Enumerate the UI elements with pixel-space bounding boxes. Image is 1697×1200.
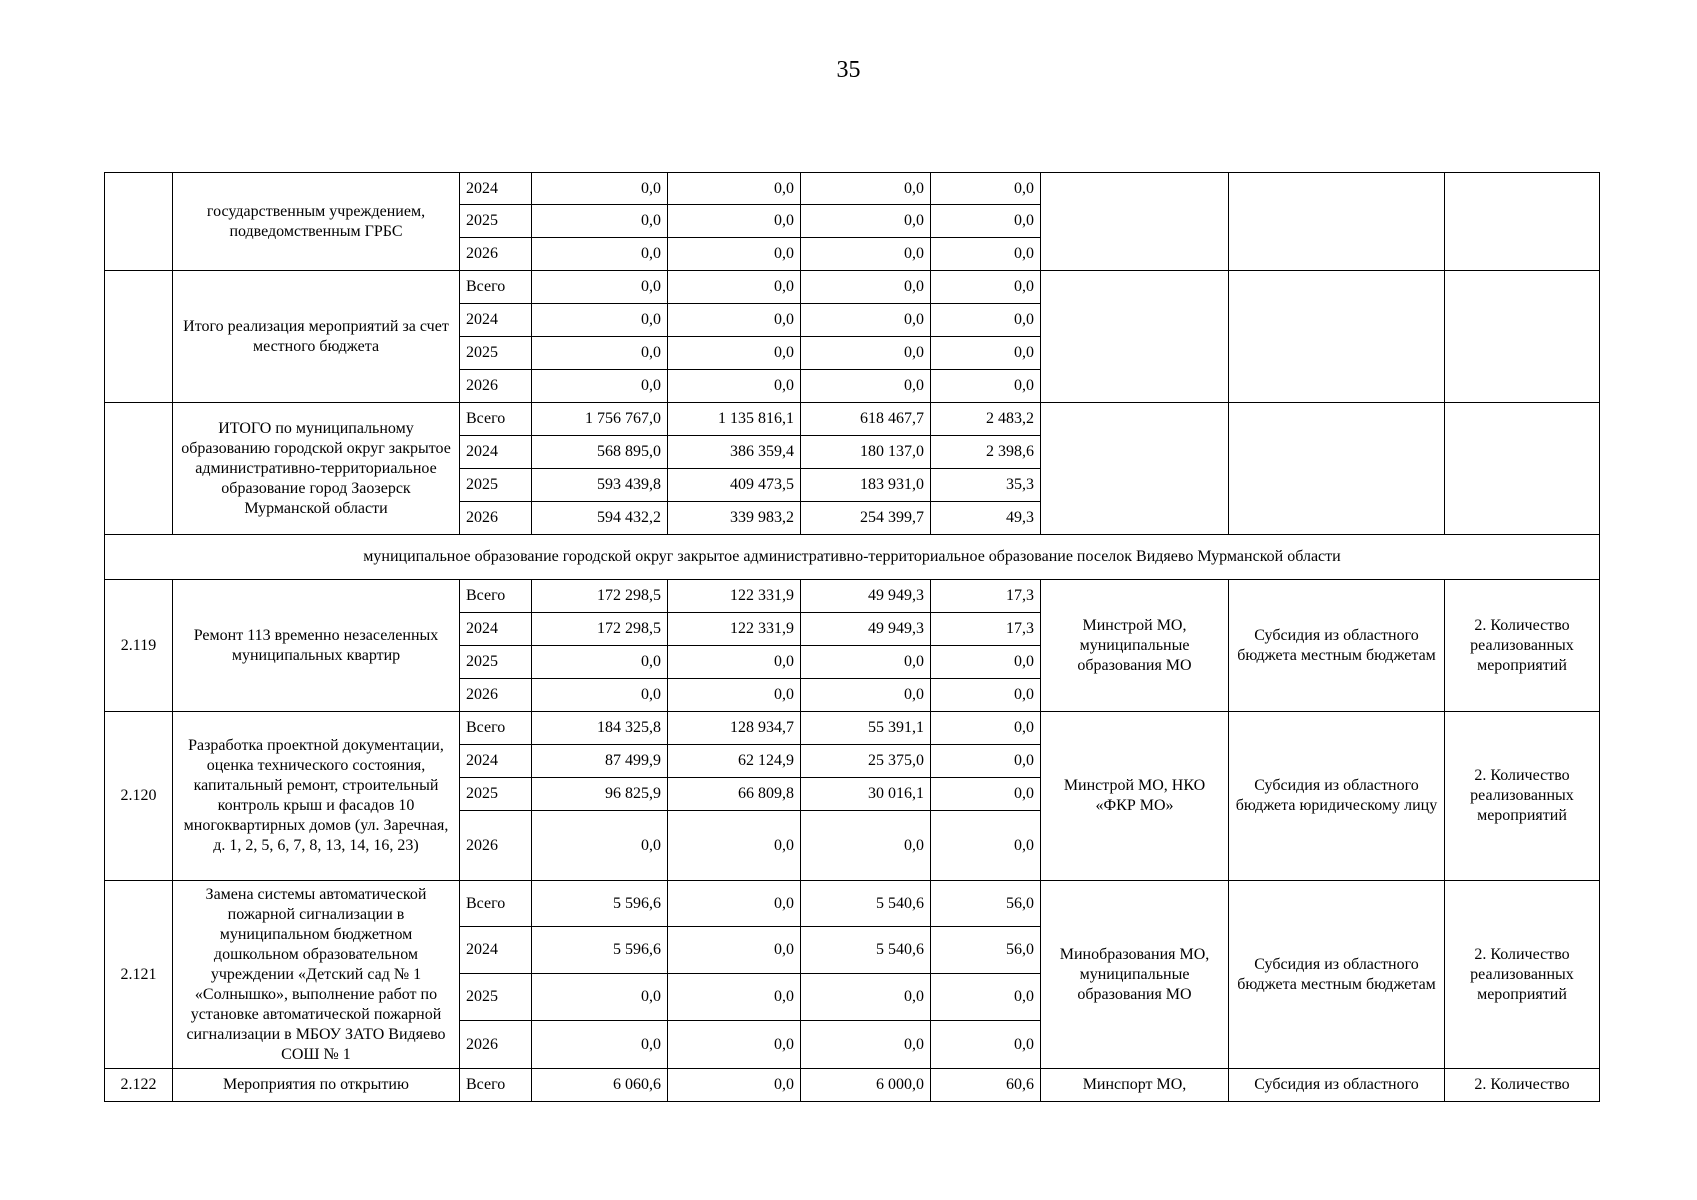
total-cell: 0,0 — [532, 811, 668, 881]
table-row — [105, 1069, 1600, 1102]
executor-cell: Минспорт МО, — [1041, 1069, 1229, 1102]
local-budget-cell: 56,0 — [931, 927, 1041, 974]
local-budget-cell: 2 483,2 — [931, 403, 1041, 436]
local-budget-cell: 0,0 — [931, 304, 1041, 337]
regional-budget-cell: 386 359,4 — [668, 436, 801, 469]
regional-budget-cell: 1 135 816,1 — [668, 403, 801, 436]
federal-budget-cell: 5 540,6 — [801, 927, 931, 974]
federal-budget-cell: 183 931,0 — [801, 469, 931, 502]
regional-budget-cell: 0,0 — [668, 304, 801, 337]
regional-budget-cell: 122 331,9 — [668, 580, 801, 613]
region-header-row — [105, 535, 1600, 580]
local-budget-cell: 0,0 — [931, 1021, 1041, 1069]
item-name: Ремонт 113 временно незаселенных муниципальных квартир — [173, 580, 460, 712]
local-budget-cell: 49,3 — [931, 502, 1041, 535]
regional-budget-cell: 0,0 — [668, 974, 801, 1021]
local-budget-cell: 0,0 — [931, 238, 1041, 271]
local-budget-cell: 0,0 — [931, 745, 1041, 778]
year-cell: 2025 — [460, 974, 532, 1021]
table-row — [105, 881, 1600, 927]
year-cell: Всего — [460, 271, 532, 304]
region-title: муниципальное образование городской округ закрытое административно-территориальное образование поселок Видяево Мурманской области — [105, 535, 1600, 580]
total-cell: 96 825,9 — [532, 778, 668, 811]
regional-budget-cell: 0,0 — [668, 811, 801, 881]
total-cell: 593 439,8 — [532, 469, 668, 502]
table-row — [105, 403, 1600, 436]
indicator-cell — [1445, 403, 1600, 535]
total-cell: 0,0 — [532, 679, 668, 712]
year-cell: 2024 — [460, 745, 532, 778]
executor-cell — [1041, 403, 1229, 535]
federal-budget-cell: 0,0 — [801, 811, 931, 881]
year-cell: 2026 — [460, 502, 532, 535]
indicator-cell: 2. Количество — [1445, 1069, 1600, 1102]
regional-budget-cell: 66 809,8 — [668, 778, 801, 811]
item-number: 2.122 — [105, 1069, 173, 1102]
total-cell: 172 298,5 — [532, 580, 668, 613]
year-cell: Всего — [460, 881, 532, 927]
local-budget-cell: 17,3 — [931, 580, 1041, 613]
total-cell: 5 596,6 — [532, 927, 668, 974]
federal-budget-cell: 49 949,3 — [801, 613, 931, 646]
regional-budget-cell: 122 331,9 — [668, 613, 801, 646]
year-cell: 2024 — [460, 613, 532, 646]
local-budget-cell: 0,0 — [931, 370, 1041, 403]
mechanism-cell: Субсидия из областного бюджета местным бюджетам — [1229, 881, 1445, 1069]
item-number — [105, 403, 173, 535]
regional-budget-cell: 0,0 — [668, 205, 801, 238]
table-row — [105, 173, 1600, 205]
regional-budget-cell: 62 124,9 — [668, 745, 801, 778]
local-budget-cell: 0,0 — [931, 974, 1041, 1021]
federal-budget-cell: 0,0 — [801, 238, 931, 271]
local-budget-cell: 0,0 — [931, 778, 1041, 811]
regional-budget-cell: 0,0 — [668, 370, 801, 403]
local-budget-cell: 0,0 — [931, 173, 1041, 205]
year-cell: 2026 — [460, 679, 532, 712]
indicator-cell: 2. Количество реализованных мероприятий — [1445, 881, 1600, 1069]
federal-budget-cell: 0,0 — [801, 337, 931, 370]
total-cell: 1 756 767,0 — [532, 403, 668, 436]
year-cell: 2025 — [460, 469, 532, 502]
total-cell: 184 325,8 — [532, 712, 668, 745]
mechanism-cell: Субсидия из областного бюджета юридическому лицу — [1229, 712, 1445, 881]
federal-budget-cell: 5 540,6 — [801, 881, 931, 927]
mechanism-cell: Субсидия из областного бюджета местным бюджетам — [1229, 580, 1445, 712]
year-cell: 2026 — [460, 370, 532, 403]
local-budget-cell: 35,3 — [931, 469, 1041, 502]
item-name: Разработка проектной документации, оценка технического состояния, капитальный ремонт, строительный контроль крыш и фасадов 10 многоквартирных домов (ул. Заречная, д. 1, 2, 5, 6, 7, 8, 13, 14, 16, 23) — [173, 712, 460, 881]
regional-budget-cell: 0,0 — [668, 881, 801, 927]
total-cell: 5 596,6 — [532, 881, 668, 927]
local-budget-cell: 0,0 — [931, 337, 1041, 370]
total-cell: 6 060,6 — [532, 1069, 668, 1102]
item-number: 2.119 — [105, 580, 173, 712]
federal-budget-cell: 0,0 — [801, 1021, 931, 1069]
federal-budget-cell: 49 949,3 — [801, 580, 931, 613]
year-cell: 2024 — [460, 927, 532, 974]
year-cell: 2026 — [460, 811, 532, 881]
federal-budget-cell: 0,0 — [801, 173, 931, 205]
year-cell: Всего — [460, 1069, 532, 1102]
executor-cell: Минобразования МО, муниципальные образования МО — [1041, 881, 1229, 1069]
regional-budget-cell: 0,0 — [668, 679, 801, 712]
total-cell: 0,0 — [532, 271, 668, 304]
year-cell: 2024 — [460, 436, 532, 469]
year-cell: 2025 — [460, 337, 532, 370]
item-number — [105, 173, 173, 271]
page-number: 35 — [836, 57, 861, 83]
item-name: государственным учреждением, подведомственным ГРБС — [173, 173, 460, 271]
table-row — [105, 271, 1600, 304]
year-cell: 2025 — [460, 646, 532, 679]
year-cell: 2026 — [460, 238, 532, 271]
federal-budget-cell: 0,0 — [801, 679, 931, 712]
item-number — [105, 271, 173, 403]
indicator-cell — [1445, 173, 1600, 271]
federal-budget-cell: 0,0 — [801, 974, 931, 1021]
mechanism-cell — [1229, 403, 1445, 535]
item-name: ИТОГО по муниципальному образованию городской округ закрытое административно-территориальное образование город Заозерск Мурманской области — [173, 403, 460, 535]
local-budget-cell: 60,6 — [931, 1069, 1041, 1102]
table-row — [105, 712, 1600, 745]
item-name: Мероприятия по открытию — [173, 1069, 460, 1102]
total-cell: 172 298,5 — [532, 613, 668, 646]
executor-cell — [1041, 173, 1229, 271]
federal-budget-cell: 0,0 — [801, 271, 931, 304]
total-cell: 87 499,9 — [532, 745, 668, 778]
regional-budget-cell: 0,0 — [668, 238, 801, 271]
year-cell: 2024 — [460, 173, 532, 205]
table-body — [105, 173, 1600, 1102]
total-cell: 0,0 — [532, 370, 668, 403]
total-cell: 0,0 — [532, 304, 668, 337]
local-budget-cell: 0,0 — [931, 679, 1041, 712]
year-cell: Всего — [460, 580, 532, 613]
year-cell: 2025 — [460, 778, 532, 811]
regional-budget-cell: 0,0 — [668, 1021, 801, 1069]
total-cell: 0,0 — [532, 337, 668, 370]
executor-cell — [1041, 271, 1229, 403]
regional-budget-cell: 0,0 — [668, 337, 801, 370]
regional-budget-cell: 128 934,7 — [668, 712, 801, 745]
federal-budget-cell: 0,0 — [801, 304, 931, 337]
mechanism-cell — [1229, 173, 1445, 271]
federal-budget-cell: 618 467,7 — [801, 403, 931, 436]
total-cell: 568 895,0 — [532, 436, 668, 469]
local-budget-cell: 17,3 — [931, 613, 1041, 646]
total-cell: 0,0 — [532, 205, 668, 238]
indicator-cell: 2. Количество реализованных мероприятий — [1445, 712, 1600, 881]
mechanism-cell: Субсидия из областного — [1229, 1069, 1445, 1102]
local-budget-cell: 0,0 — [931, 646, 1041, 679]
local-budget-cell: 0,0 — [931, 712, 1041, 745]
federal-budget-cell: 0,0 — [801, 205, 931, 238]
local-budget-cell: 0,0 — [931, 271, 1041, 304]
local-budget-cell: 0,0 — [931, 811, 1041, 881]
total-cell: 0,0 — [532, 238, 668, 271]
total-cell: 0,0 — [532, 1021, 668, 1069]
item-number: 2.121 — [105, 881, 173, 1069]
regional-budget-cell: 0,0 — [668, 1069, 801, 1102]
year-cell: 2024 — [460, 304, 532, 337]
regional-budget-cell: 409 473,5 — [668, 469, 801, 502]
local-budget-cell: 56,0 — [931, 881, 1041, 927]
total-cell: 0,0 — [532, 974, 668, 1021]
local-budget-cell: 2 398,6 — [931, 436, 1041, 469]
federal-budget-cell: 180 137,0 — [801, 436, 931, 469]
mechanism-cell — [1229, 271, 1445, 403]
indicator-cell — [1445, 271, 1600, 403]
total-cell: 0,0 — [532, 173, 668, 205]
executor-cell: Минстрой МО, муниципальные образования МО — [1041, 580, 1229, 712]
year-cell: Всего — [460, 712, 532, 745]
federal-budget-cell: 30 016,1 — [801, 778, 931, 811]
regional-budget-cell: 0,0 — [668, 271, 801, 304]
local-budget-cell: 0,0 — [931, 205, 1041, 238]
federal-budget-cell: 55 391,1 — [801, 712, 931, 745]
year-cell: 2026 — [460, 1021, 532, 1069]
table-row — [105, 580, 1600, 613]
year-cell: 2025 — [460, 205, 532, 238]
regional-budget-cell: 0,0 — [668, 927, 801, 974]
federal-budget-cell: 25 375,0 — [801, 745, 931, 778]
federal-budget-cell: 0,0 — [801, 370, 931, 403]
regional-budget-cell: 339 983,2 — [668, 502, 801, 535]
federal-budget-cell: 6 000,0 — [801, 1069, 931, 1102]
regional-budget-cell: 0,0 — [668, 173, 801, 205]
item-name: Замена системы автоматической пожарной сигнализации в муниципальном бюджетном дошкольном образовательном учреждении «Детский сад № 1 «Солнышко», выполнение работ по установке автоматической пожарной сигнализации в МБОУ ЗАТО Видяево СОШ № 1 — [173, 881, 460, 1069]
item-name: Итого реализация мероприятий за счет местного бюджета — [173, 271, 460, 403]
year-cell: Всего — [460, 403, 532, 436]
federal-budget-cell: 0,0 — [801, 646, 931, 679]
total-cell: 0,0 — [532, 646, 668, 679]
regional-budget-cell: 0,0 — [668, 646, 801, 679]
item-number: 2.120 — [105, 712, 173, 881]
indicator-cell: 2. Количество реализованных мероприятий — [1445, 580, 1600, 712]
federal-budget-cell: 254 399,7 — [801, 502, 931, 535]
executor-cell: Минстрой МО, НКО «ФКР МО» — [1041, 712, 1229, 881]
total-cell: 594 432,2 — [532, 502, 668, 535]
program-table — [104, 172, 1600, 1102]
